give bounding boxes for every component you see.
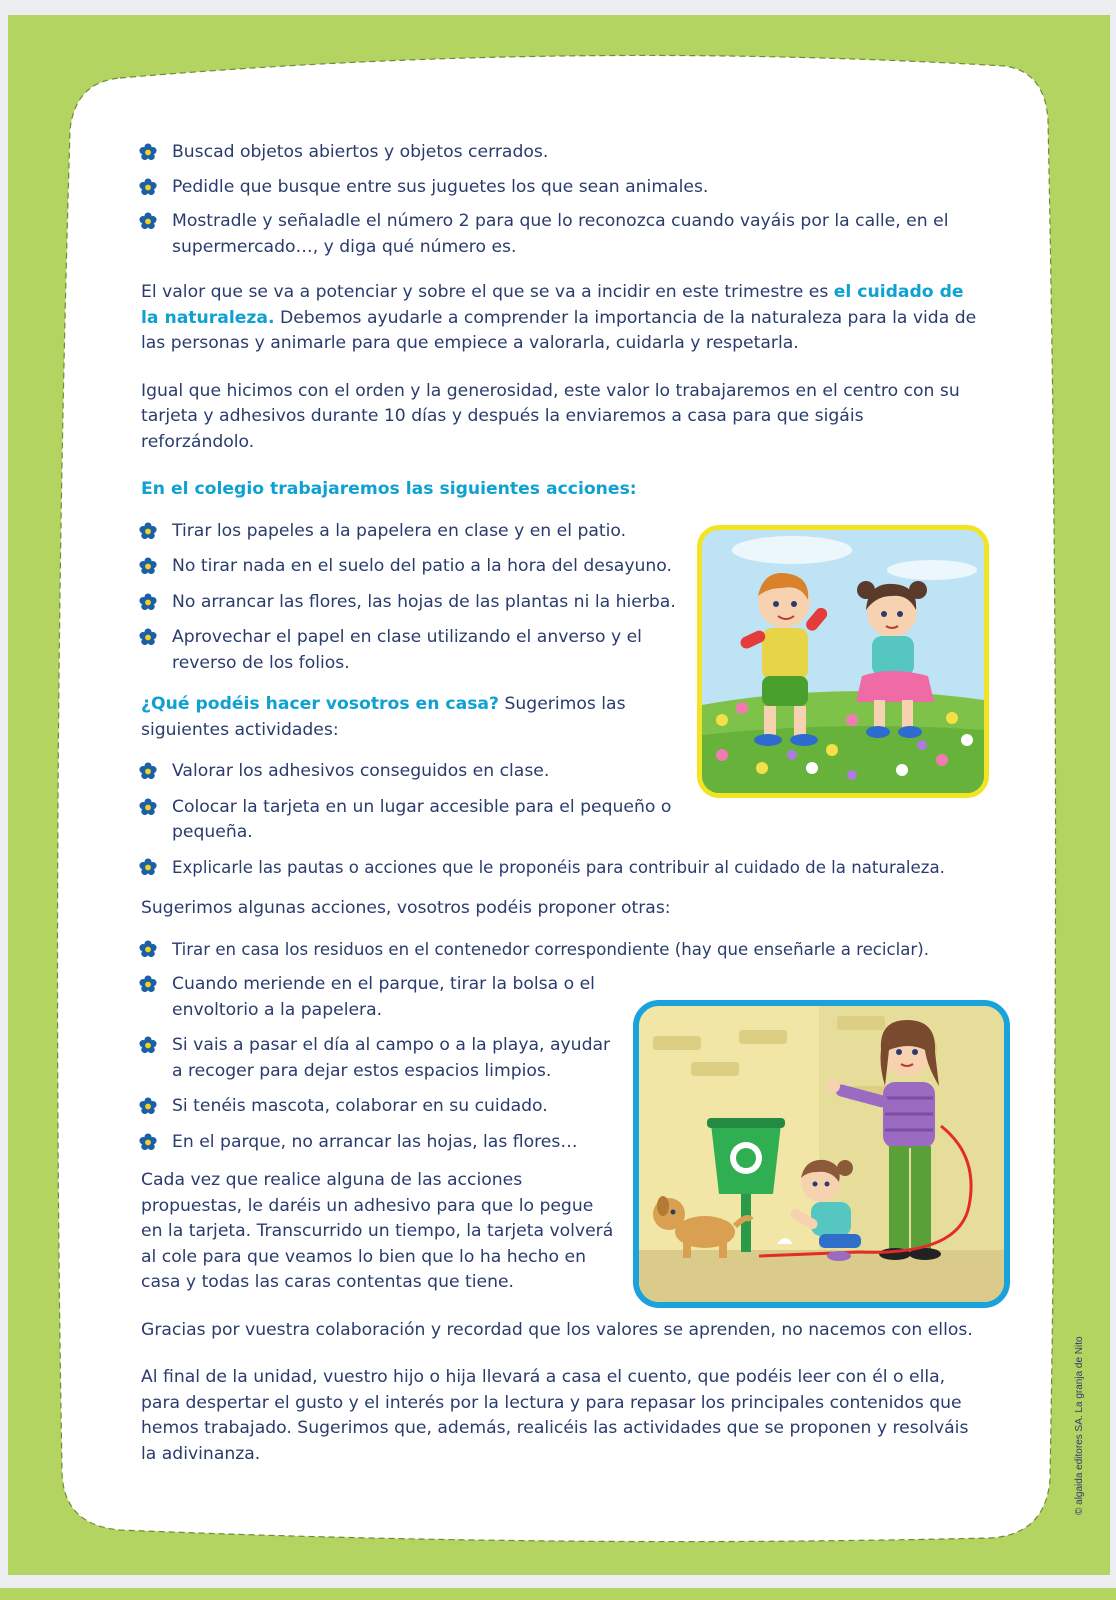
value-text-after: Debemos ayudarle a comprender la importancia de la naturaleza para la vida de las personas y animarle para que empiece a valorarla, cuidarla y respetarla. xyxy=(141,307,977,353)
list-item-text: Si tenéis mascota, colaborar en su cuidado. xyxy=(172,1096,548,1116)
value-paragraph xyxy=(141,280,979,357)
flower-bullet-icon xyxy=(139,212,157,230)
list-item xyxy=(141,175,979,201)
list-item-text: Aprovechar el papel en clase utilizando el anverso y el reverso de los folios. xyxy=(172,627,642,673)
list-item xyxy=(141,855,979,882)
flower-bullet-icon xyxy=(139,858,157,876)
list-item xyxy=(141,140,979,166)
list-item-text: En el parque, no arrancar las hojas, las flores… xyxy=(172,1131,578,1152)
list-item xyxy=(141,1130,619,1156)
list-item xyxy=(141,590,681,616)
bullet-list-top xyxy=(141,140,979,260)
flower-bullet-icon xyxy=(139,940,157,958)
list-item-text: Si vais a pasar el día al campo o a la playa, ayudar a recoger para dejar estos espacios limpios. xyxy=(172,1035,611,1081)
thanks-paragraph: Gracias por vuestra colaboración y recordad que los valores se aprenden, no nacemos con ellos. xyxy=(141,1319,973,1340)
recycling-bin-illustration xyxy=(633,1000,1010,1308)
list-item xyxy=(141,519,681,545)
value-highlight: el cuidado de la naturaleza. xyxy=(141,282,964,328)
list-item xyxy=(141,937,979,964)
list-item-text: Colocar la tarjeta en un lugar accesible para el pequeño o pequeña. xyxy=(172,796,672,842)
list-item-text: No arrancar las flores, las hojas de las plantas ni la hierba. xyxy=(172,591,676,612)
final-paragraph: Al final de la unidad, vuestro hijo o hija llevará a casa el cuento, que podéis leer con él o ella, para despertar el gusto y el interés por la lectura y para repasar los principales contenidos que hemos trabajado. Sugerimos que, además, realicéis las actividades que se proponen y resolváis la adivinanza. xyxy=(141,1367,969,1464)
school-heading: En el colegio trabajaremos las siguientes acciones: xyxy=(141,479,637,499)
flower-bullet-icon xyxy=(139,593,157,611)
list-item-text: Tirar en casa los residuos en el contenedor correspondiente (hay que enseñarle a reciclar). xyxy=(172,939,930,959)
flower-bullet-icon xyxy=(139,143,157,161)
list-item-text: Cuando meriende en el parque, tirar la bolsa o el envoltorio a la papelera. xyxy=(172,974,595,1020)
list-item-text: Buscad objetos abiertos y objetos cerrados. xyxy=(172,142,549,162)
flower-bullet-icon xyxy=(139,522,157,540)
list-item xyxy=(141,625,681,676)
list-item xyxy=(141,795,681,846)
home-question-highlight: ¿Qué podéis hacer vosotros en casa? xyxy=(141,694,500,714)
list-item xyxy=(141,1094,619,1120)
sticker-paragraph: Cada vez que realice alguna de las acciones propuestas, le daréis un adhesivo para que lo pegue en la tarjeta. Transcurrido un tiempo, la tarjeta volverá al cole para que veamos lo bien que lo ha hecho en casa y todas las caras contentas que tiene. xyxy=(141,1170,614,1292)
list-item-text: Mostradle y señaladle el número 2 para que lo reconozca cuando vayáis por la calle, en el supermercado…, y diga qué número es. xyxy=(172,211,949,257)
value-text-before: El valor que se va a potenciar y sobre el que se va a incidir en este trimestre es xyxy=(141,282,834,302)
children-meadow-drawing xyxy=(702,530,984,793)
suggested-actions-list xyxy=(141,972,619,1296)
list-item xyxy=(141,209,979,260)
suggest-intro: Sugerimos algunas acciones, vosotros podéis proponer otras: xyxy=(141,898,671,918)
recycling-bin-drawing xyxy=(639,1006,1004,1302)
card-paragraph: Igual que hicimos con el orden y la generosidad, este valor lo trabajaremos en el centro con su tarjeta y adhesivos durante 10 días y después la enviaremos a casa para que sigáis reforzándolo. xyxy=(141,380,960,452)
copyright-note: © algaida editores SA. La granja de Nito xyxy=(1074,1336,1085,1515)
flower-bullet-icon xyxy=(139,975,157,993)
list-item xyxy=(141,759,681,785)
school-actions-list xyxy=(141,519,681,846)
list-item-text: Tirar los papeles a la papelera en clase y en el patio. xyxy=(172,520,627,541)
list-item-text: Pedidle que busque entre sus juguetes los que sean animales. xyxy=(172,176,709,197)
flower-bullet-icon xyxy=(139,1036,157,1054)
home-question-rest: Sugerimos las siguientes actividades: xyxy=(141,694,626,740)
list-item-text: No tirar nada en el suelo del patio a la hora del desayuno. xyxy=(172,556,672,576)
children-meadow-illustration xyxy=(697,525,989,798)
list-item xyxy=(141,554,681,580)
flower-bullet-icon xyxy=(139,628,157,646)
flower-bullet-icon xyxy=(139,1133,157,1151)
flower-bullet-icon xyxy=(139,798,157,816)
list-item xyxy=(141,1033,619,1084)
list-item xyxy=(141,972,619,1023)
flower-bullet-icon xyxy=(139,557,157,575)
flower-bullet-icon xyxy=(139,1097,157,1115)
list-item-text: Valorar los adhesivos conseguidos en clase. xyxy=(172,761,550,781)
flower-bullet-icon xyxy=(139,762,157,780)
list-item-text: Explicarle las pautas o acciones que le proponéis para contribuir al cuidado de la naturaleza. xyxy=(172,857,945,877)
flower-bullet-icon xyxy=(139,178,157,196)
home-question xyxy=(141,692,681,743)
